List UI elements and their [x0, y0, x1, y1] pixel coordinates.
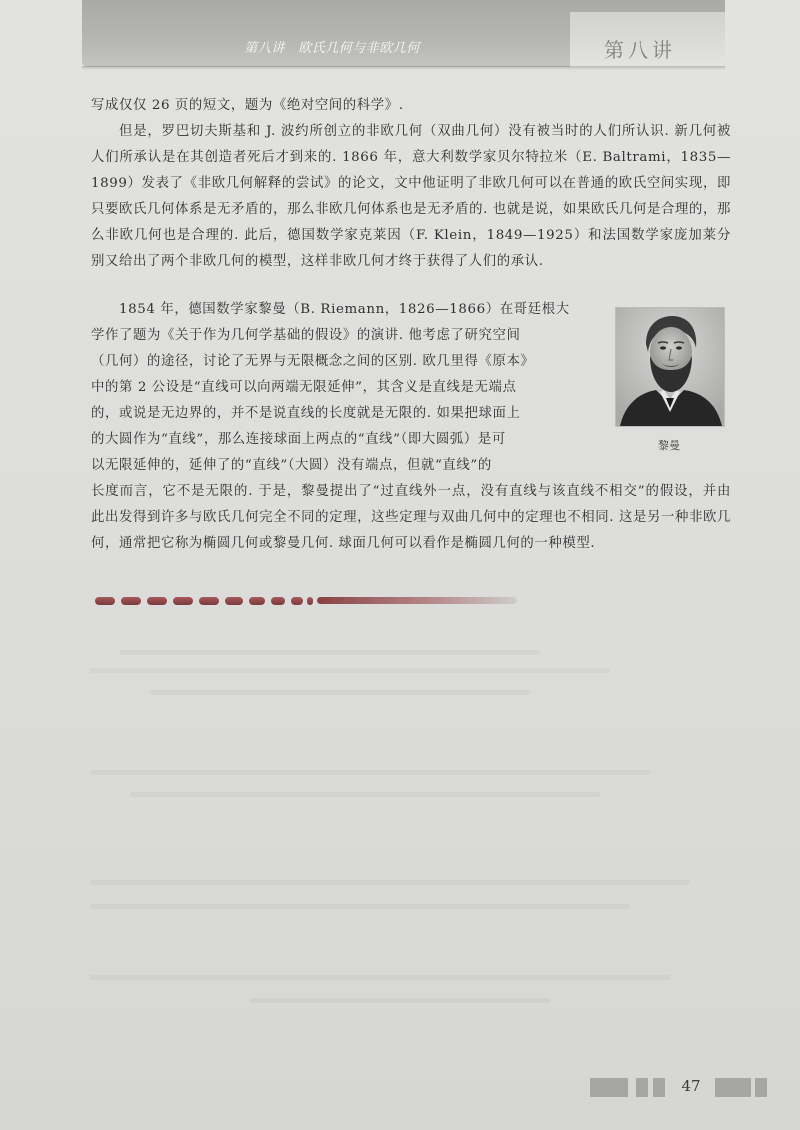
paragraph-riemann-line: 的，或说是无边界的，并不是说直线的长度就是无限的. 如果把球面上 — [91, 406, 521, 421]
paragraph-hyperbolic: 但是，罗巴切夫斯基和 J. 波约所创立的非欧几何（双曲几何）没有被当时的人们所认识. 新几何被人们所承认是在其创造者死后才到来的. 1866 年，意大利数学家贝尔特拉米（E. Baltrami，1835—1899）发表了《非欧几何解释的尝试》的论文，文中他证明了非欧几何可以在普通的欧氏空间实现，即只要欧氏几何体系是无矛盾的，那么非欧几何体系也是无矛盾的. 也就是说，如果欧氏几何是合理的，那么非欧几何也是合理的. 此后，德国数学家克莱因（F. Klein，1849—1925）和法国数学家庞加莱分别又给出了两个非欧几何的模型，这样非欧几何才终于获得了人们的承认. — [91, 124, 731, 269]
divider-long-bar — [317, 597, 517, 604]
paragraph-riemann-line: 中的第 2 公设是“直线可以向两端无限延伸”，其含义是直线是无端点 — [91, 380, 517, 395]
show-through-texture — [130, 792, 600, 797]
page-number: 47 — [681, 1077, 701, 1095]
divider-dash — [147, 597, 167, 605]
paragraph-riemann-rest: 长度而言，它不是无限的. 于是，黎曼提出了“过直线外一点，没有直线与该直线不相交”的假设，并由此出发得到许多与欧氏几何完全不同的定理，这些定理与双曲几何中的定理也不相同. 这是另一种非欧几何，通常把它称为椭圆几何或黎曼几何. 球面几何可以看作是椭圆几何的一种模型. — [91, 484, 731, 551]
footer-block — [653, 1078, 665, 1097]
show-through-texture — [90, 880, 690, 885]
divider-dash — [121, 597, 141, 605]
show-through-texture — [150, 690, 530, 695]
divider-dash — [199, 597, 219, 605]
footer-block — [590, 1078, 628, 1097]
show-through-texture — [90, 668, 610, 673]
paragraph-riemann-line: 以无限延伸的，延伸了的“直线”（大圆）没有端点，但就“直线”的 — [91, 458, 492, 473]
chapter-tab — [570, 12, 725, 67]
chapter-tab-label: 第八讲 — [604, 38, 676, 62]
paragraph-riemann-line: 的大圆作为“直线”，那么连接球面上两点的“直线”（即大圆弧）是可 — [91, 432, 506, 447]
footer-block — [715, 1078, 751, 1097]
show-through-texture — [90, 975, 670, 980]
footer-block — [636, 1078, 648, 1097]
paragraph-riemann-line: （几何）的途径，讨论了无界与无限概念之间的区别. 欧几里得《原本》 — [91, 354, 535, 369]
paragraph-riemann-line: 1854 年，德国数学家黎曼（B. Riemann，1826—1866）在哥廷根大 — [119, 302, 570, 317]
riemann-portrait — [615, 307, 725, 427]
divider-dash — [249, 597, 265, 605]
paragraph-intro: 写成仅仅 26 页的短文，题为《绝对空间的科学》. — [91, 98, 404, 113]
chapter-title: 第八讲 欧氏几何与非欧几何 — [244, 41, 420, 56]
divider-dash — [307, 597, 313, 605]
footer-block — [755, 1078, 767, 1097]
paragraph-riemann-line: 学作了题为《关于作为几何学基础的假设》的演讲. 他考虑了研究空间 — [91, 328, 521, 343]
divider-dash — [95, 597, 115, 605]
chapter-header — [82, 0, 725, 67]
show-through-texture — [120, 650, 540, 655]
divider-dash — [271, 597, 285, 605]
header-shadow — [82, 66, 725, 70]
show-through-texture — [90, 904, 630, 909]
riemann-portrait-image — [616, 308, 724, 426]
portrait-caption: 黎曼 — [658, 439, 680, 452]
divider-dash — [291, 597, 303, 605]
divider-dash — [173, 597, 193, 605]
divider-dash — [225, 597, 243, 605]
show-through-texture — [90, 770, 650, 775]
show-through-texture — [250, 998, 550, 1003]
section-divider — [95, 596, 520, 606]
